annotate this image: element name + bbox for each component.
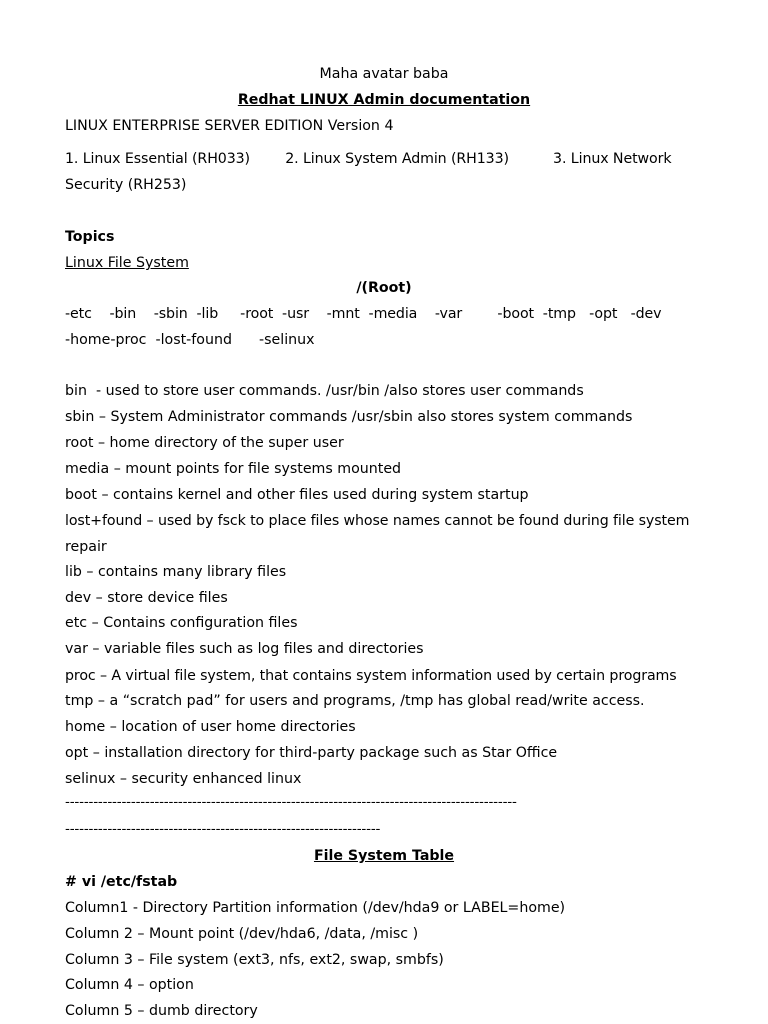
subtopic-heading: Linux File System bbox=[65, 255, 189, 271]
fstab-column-line: Column 2 – Mount point (/dev/hda6, /data, /misc ) bbox=[65, 926, 419, 942]
description-line: dev – store device files bbox=[65, 590, 228, 606]
fstab-column-line: Column 5 – dumb directory bbox=[65, 1003, 258, 1019]
description-line: sbin – System Administrator commands /usr/sbin also stores system commands bbox=[65, 409, 633, 425]
courses-line-1: 1. Linux Essential (RH033) 2. Linux System Admin (RH133) 3. Linux Network bbox=[65, 151, 672, 167]
description-line: opt – installation directory for third-party package such as Star Office bbox=[65, 745, 558, 761]
description-line: media – mount points for file systems mounted bbox=[65, 461, 402, 477]
root-heading: /(Root) bbox=[356, 280, 412, 296]
description-line: proc – A virtual file system, that contains system information used by certain programs bbox=[65, 668, 677, 684]
description-line: lib – contains many library files bbox=[65, 564, 287, 580]
description-line: home – location of user home directories bbox=[65, 719, 356, 735]
fstab-column-line: Column 3 – File system (ext3, nfs, ext2, swap, smbfs) bbox=[65, 952, 444, 968]
description-line: lost+found – used by fsck to place files whose names cannot be found during file system bbox=[65, 513, 690, 529]
description-line: tmp – a “scratch pad” for users and programs, /tmp has global read/write access. bbox=[65, 693, 645, 709]
description-line: etc – Contains configuration files bbox=[65, 615, 298, 631]
fstab-column-line: Column1 - Directory Partition information (/dev/hda9 or LABEL=home) bbox=[65, 900, 566, 916]
author-line: Maha avatar baba bbox=[319, 66, 449, 82]
document-title: Redhat LINUX Admin documentation bbox=[237, 92, 531, 108]
fstab-command: # vi /etc/fstab bbox=[65, 874, 178, 890]
description-line: bin - used to store user commands. /usr/bin /also stores user commands bbox=[65, 383, 584, 399]
description-line: boot – contains kernel and other files used during system startup bbox=[65, 487, 529, 503]
description-line: repair bbox=[65, 539, 107, 555]
edition-line: LINUX ENTERPRISE SERVER EDITION Version 4 bbox=[65, 118, 394, 134]
topics-heading: Topics bbox=[65, 229, 115, 245]
directory-list-line-1: -etc -bin -sbin -lib -root -usr -mnt -media -var -boot -tmp -opt -dev bbox=[65, 306, 662, 322]
separator-line-1: ------------------------------------------------------------------------------------------------ bbox=[65, 794, 517, 810]
description-line: var – variable files such as log files and directories bbox=[65, 641, 424, 657]
directory-list-line-2: -home-proc -lost-found -selinux bbox=[65, 332, 315, 348]
description-line: root – home directory of the super user bbox=[65, 435, 344, 451]
courses-line-2: Security (RH253) bbox=[65, 177, 187, 193]
fstab-heading: File System Table bbox=[313, 848, 455, 864]
fstab-column-line: Column 4 – option bbox=[65, 977, 194, 993]
separator-line-2: ------------------------------------------------------------------- bbox=[65, 821, 381, 837]
description-line: selinux – security enhanced linux bbox=[65, 771, 302, 787]
